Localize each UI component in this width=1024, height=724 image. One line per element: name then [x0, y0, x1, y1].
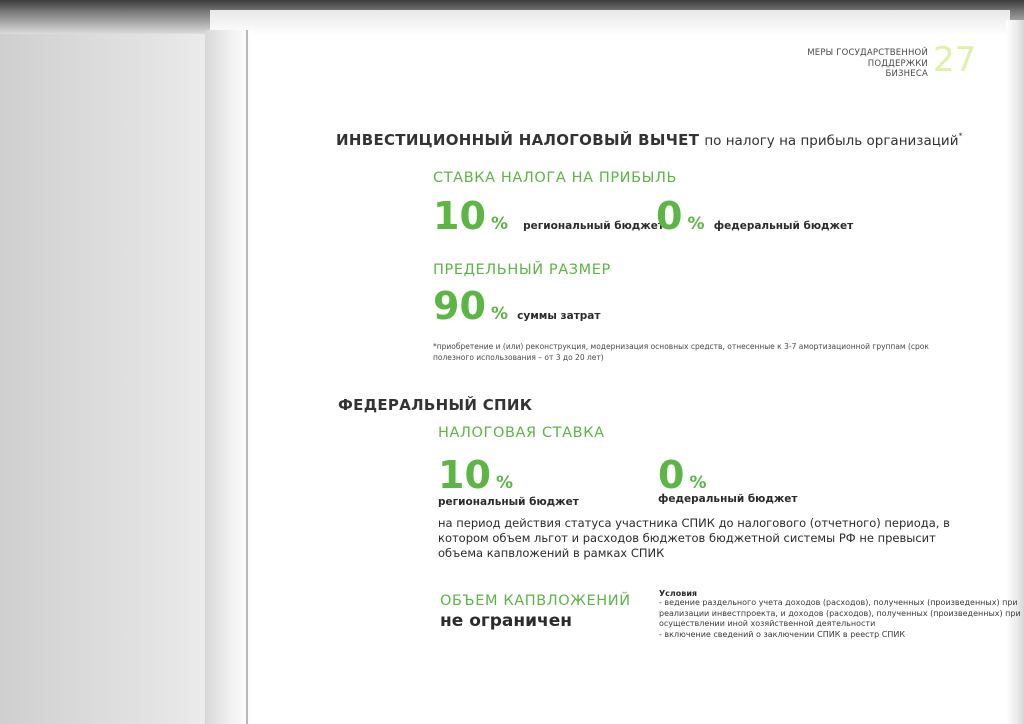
limit-block [433, 286, 600, 326]
limit-label: суммы затрат [517, 310, 601, 322]
investment-footnote: *приобретение и (или) реконструкция, модернизация основных средств, отнесенные к 3-7 амортизационной группам (срок полезного использования – от 3 до 20 лет) [433, 342, 929, 362]
spik-rate-heading: НАЛОГОВАЯ СТАВКА [438, 425, 605, 441]
limit-value: 90 [433, 284, 486, 328]
spik-regional-label: региональный бюджет [438, 496, 579, 508]
limit-percent: % [490, 304, 509, 324]
condition-line: реализации инвестпроекта, и доходов (расходов), полученных (произведенных) при [659, 608, 1021, 618]
federal-rate-label: федеральный бюджет [713, 220, 854, 232]
investment-section-title [336, 130, 962, 149]
spik-section-title: ФЕДЕРАЛЬНЫЙ СПИК [338, 396, 533, 414]
regional-rate-percent: % [490, 214, 509, 234]
condition-line: - ведение раздельного учета доходов (расходов), полученных (произведенных) при [659, 598, 1018, 607]
federal-rate-block [656, 196, 853, 236]
spik-federal-value: 0 [658, 453, 685, 497]
regional-rate-label: региональный бюджет [523, 220, 664, 232]
condition-line: осуществлении иной хозяйственной деятельности [659, 619, 876, 628]
regional-rate-value: 10 [433, 194, 486, 238]
federal-rate-percent: % [687, 214, 705, 234]
tax-rate-heading: СТАВКА НАЛОГА НА ПРИБЫЛЬ [433, 170, 678, 186]
left-page-shade [0, 0, 215, 724]
spik-investment-heading: ОБЪЕМ КАПВЛОЖЕНИЙ [440, 593, 631, 609]
spik-federal-label: федеральный бюджет [658, 493, 798, 505]
spik-conditions [659, 589, 1021, 640]
condition-line: - включение сведений о заключении СПИК в реестр СПИК [659, 629, 906, 639]
spik-regional-percent: % [495, 473, 514, 493]
limit-heading: ПРЕДЕЛЬНЫЙ РАЗМЕР [433, 262, 611, 278]
spik-description: на период действия статуса участника СПИК до налогового (отчетного) периода, в котором объем льгот и расходов бюджетов бюджетной системы РФ не превысит объема капвложений в рамках СПИК [438, 516, 950, 560]
spik-federal-rate [658, 455, 707, 495]
federal-rate-value: 0 [656, 194, 683, 238]
page-number: 27 [933, 40, 977, 80]
investment-title-bold: ИНВЕСТИЦИОННЫЙ НАЛОГОВЫЙ ВЫЧЕТ [336, 131, 700, 149]
investment-title-rest: по налогу на прибыль организаций [704, 133, 959, 149]
top-paper-edge [210, 10, 1010, 36]
spik-investment-value: не ограничен [440, 611, 572, 631]
spik-federal-percent: % [689, 473, 707, 493]
page-edge-line [246, 30, 248, 724]
investment-title-footnote-mark: * [958, 131, 963, 141]
spik-regional-value: 10 [438, 453, 491, 497]
conditions-title: Условия [659, 589, 698, 598]
header-section-title: МЕРЫ ГОСУДАРСТВЕННОЙ ПОДДЕРЖКИ БИЗНЕСА [807, 48, 928, 79]
regional-rate-block [433, 196, 664, 236]
spik-regional-rate [438, 455, 513, 495]
